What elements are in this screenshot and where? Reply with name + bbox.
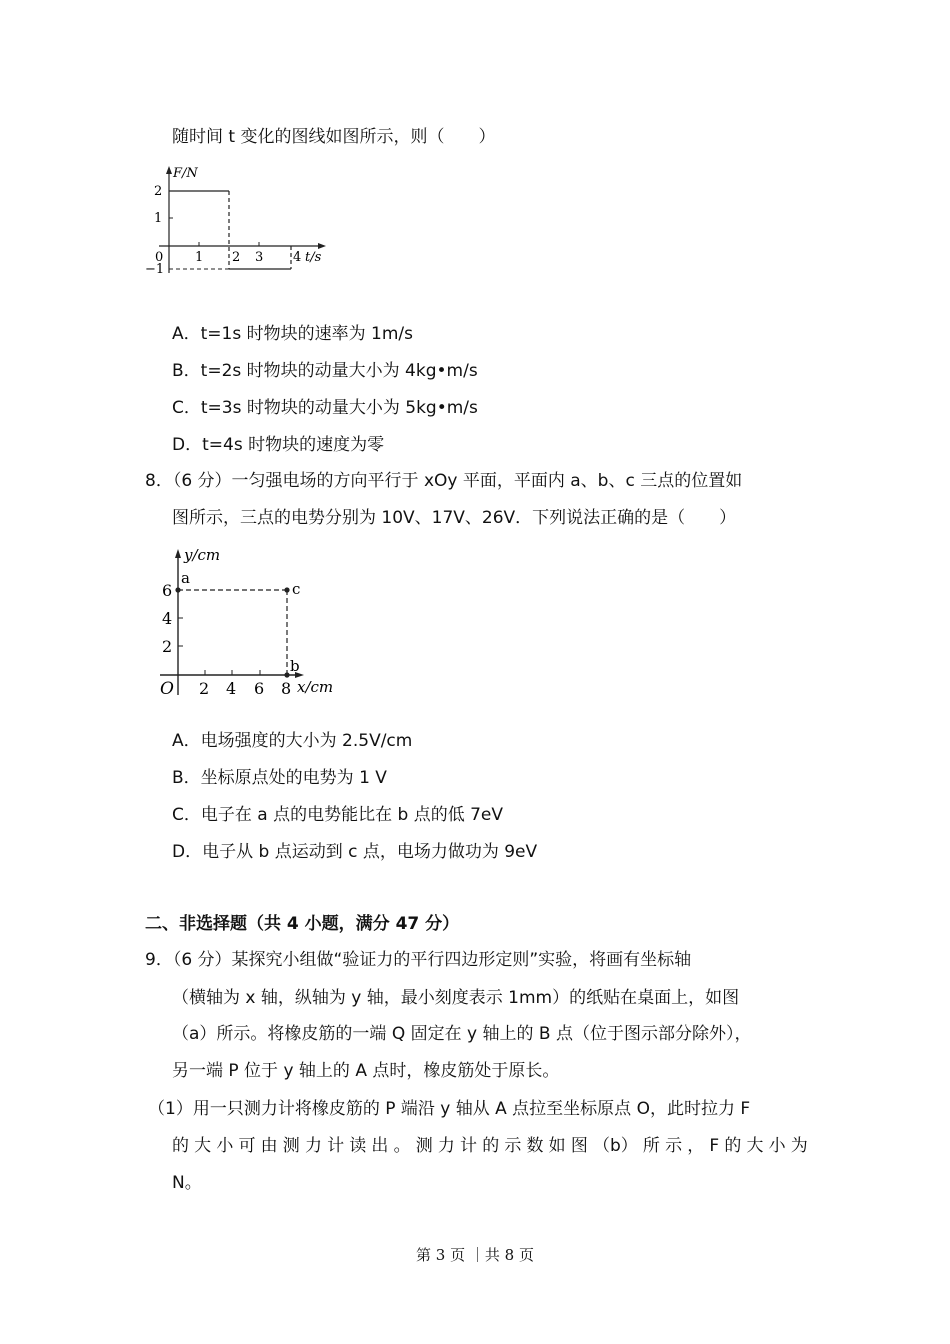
justified-char: 大	[746, 1136, 764, 1156]
justified-char: 的	[172, 1136, 189, 1156]
q9-part1-line2	[172, 1134, 808, 1158]
justified-char: 为	[790, 1136, 808, 1156]
justified-char: 计	[460, 1136, 478, 1156]
q8-ylabel: y/cm	[184, 546, 221, 564]
q8-point-b: b	[290, 657, 300, 675]
q8-origin: O	[160, 679, 174, 699]
justified-char: 力	[437, 1136, 455, 1156]
q7-ylabel: F/N	[173, 166, 198, 181]
justified-char: 的	[724, 1136, 742, 1156]
q8-ytick-2: 2	[162, 637, 173, 656]
section-heading: 二、非选择题（共 4 小题，满分 47 分）	[145, 914, 460, 934]
justified-char: 示	[665, 1136, 683, 1156]
q8-xtick-8: 8	[281, 679, 292, 698]
q9-line2: （横轴为 x 轴，纵轴为 y 轴，最小刻度表示 1mm）的纸贴在桌面上，如图	[172, 988, 740, 1008]
q7-force-time-graph	[145, 163, 345, 283]
q9-part1-line1: （1）用一只测力计将橡皮筋的 P 端沿 y 轴从 A 点拉至坐标原点 O，此时拉力 F	[148, 1099, 751, 1119]
q7-option-c: C．t=3s 时物块的动量大小为 5kg•m/s	[172, 398, 478, 418]
justified-char: 示	[504, 1136, 522, 1156]
justified-char: 可	[238, 1136, 256, 1156]
justified-char: ，	[687, 1136, 705, 1156]
q9-part1-line3: N。	[172, 1173, 202, 1193]
q7-xtick-3: 3	[255, 250, 264, 265]
q8-coordinate-graph	[150, 545, 350, 705]
justified-char: 。	[393, 1136, 411, 1156]
q8-xtick-4: 4	[226, 679, 237, 698]
q8-point-a: a	[181, 569, 190, 587]
justified-char: 的	[482, 1136, 500, 1156]
q7-xtick-2: 2	[232, 250, 241, 265]
q7-xtick-1: 1	[195, 250, 204, 265]
q8-xtick-2: 2	[199, 679, 210, 698]
justified-char: 所	[642, 1136, 660, 1156]
justified-char: 图	[570, 1136, 588, 1156]
justified-char: 读	[349, 1136, 367, 1156]
justified-char: （b）	[592, 1136, 638, 1156]
justified-char: 测	[415, 1136, 433, 1156]
q8-xtick-6: 6	[254, 679, 265, 698]
justified-char: 小	[768, 1136, 786, 1156]
justified-char: 出	[371, 1136, 389, 1156]
q8-stem-line2: 图所示，三点的电势分别为 10V、17V、26V．下列说法正确的是（ ）	[172, 508, 737, 528]
justified-char: 由	[260, 1136, 278, 1156]
q8-ytick-4: 4	[162, 609, 173, 628]
q9-line1: 9．（6 分）某探究小组做“验证力的平行四边形定则”实验，将画有坐标轴	[145, 950, 692, 970]
q7-origin: 0	[155, 250, 164, 265]
q8-option-a: A．电场强度的大小为 2.5V/cm	[172, 731, 413, 751]
justified-char: 计	[327, 1136, 345, 1156]
q8-stem-line1: 8．（6 分）一匀强电场的方向平行于 xOy 平面，平面内 a、b、c 三点的位置如	[145, 471, 743, 491]
q7-xtick-4: 4	[293, 250, 302, 265]
q8-xlabel: x/cm	[297, 678, 334, 696]
q8-option-c: C．电子在 a 点的电势能比在 b 点的低 7eV	[172, 805, 504, 825]
q8-option-b: B．坐标原点处的电势为 1 V	[172, 768, 387, 788]
q7-option-a: A．t=1s 时物块的速率为 1m/s	[172, 324, 413, 344]
q8-point-c: c	[292, 580, 301, 598]
q8-option-d: D．电子从 b 点运动到 c 点，电场力做功为 9eV	[172, 842, 538, 862]
q7-ytick-1: 1	[154, 211, 163, 226]
justified-char: 大	[194, 1136, 212, 1156]
q7-option-b: B．t=2s 时物块的动量大小为 4kg•m/s	[172, 361, 478, 381]
justified-char: 小	[216, 1136, 234, 1156]
q8-ytick-6: 6	[162, 581, 173, 600]
q7-ytick-2: 2	[154, 184, 163, 199]
justified-char: F	[709, 1136, 720, 1156]
justified-char: 数	[526, 1136, 544, 1156]
justified-char: 测	[282, 1136, 300, 1156]
q9-line4: 另一端 P 位于 y 轴上的 A 点时，橡皮筋处于原长。	[172, 1061, 560, 1081]
q7-ytick-neg1: −1	[145, 262, 165, 277]
q7-stem-tail: 随时间 t 变化的图线如图所示，则（ ）	[172, 127, 496, 147]
q9-line3: （a）所示。将橡皮筋的一端 Q 固定在 y 轴上的 B 点（位于图示部分除外），	[172, 1024, 752, 1044]
q7-xlabel: t/s	[305, 250, 322, 265]
justified-char: 如	[548, 1136, 566, 1156]
page-footer: 第 3 页 ｜共 8 页	[416, 1246, 534, 1264]
justified-char: 力	[304, 1136, 322, 1156]
q7-option-d: D．t=4s 时物块的速度为零	[172, 435, 385, 455]
